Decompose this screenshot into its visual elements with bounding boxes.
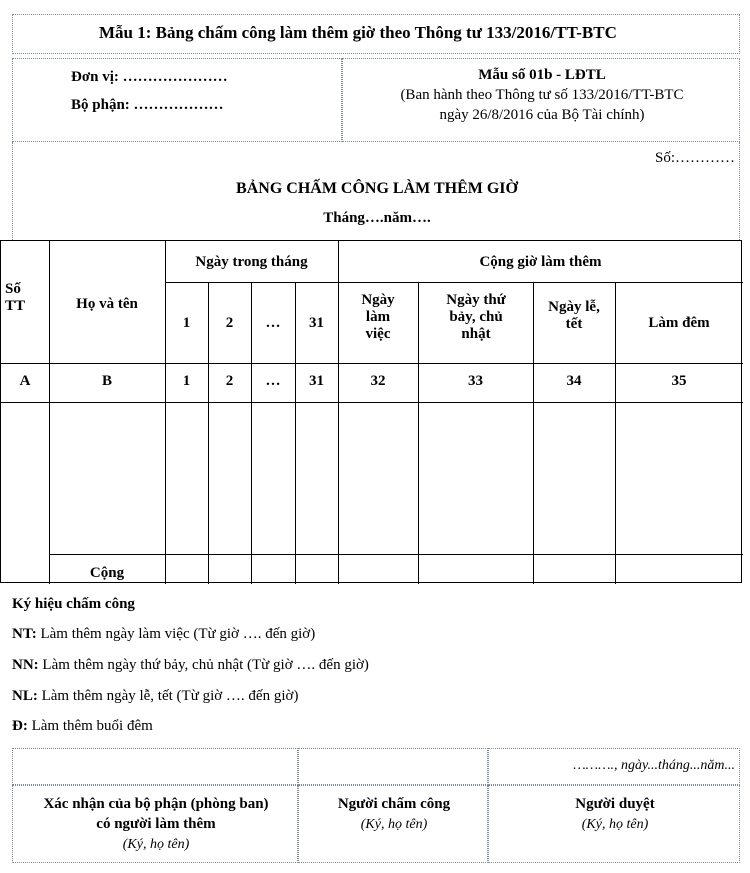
sheet-title: BẢNG CHẤM CÔNG LÀM THÊM GIỜ	[236, 180, 518, 197]
approver-note: (Ký, họ tên)	[581, 817, 649, 832]
issued-line-1: (Ban hành theo Thông tư số 133/2016/TT-BTC	[400, 87, 684, 103]
form-code: Mẫu số 01b - LĐTL	[478, 67, 606, 83]
sig-approver-cell	[488, 785, 740, 863]
confirm-note: (Ký, họ tên)	[122, 837, 190, 852]
code-cell: A	[19, 373, 31, 389]
code-cell: 34	[566, 373, 582, 389]
grid-line	[165, 241, 166, 584]
code-cell: B	[101, 373, 112, 389]
timekeeper-note: (Ký, họ tên)	[360, 817, 428, 832]
legend-item	[12, 718, 153, 735]
dept-label: Bộ phận: ………………	[71, 97, 224, 113]
total-col-header: Ngày làm việc	[361, 292, 395, 342]
grid-line	[49, 554, 743, 555]
approver-title: Người duyệt	[575, 796, 655, 812]
legend-code: NT:	[12, 626, 37, 642]
legend-heading: Ký hiệu chấm công	[12, 596, 135, 612]
grid-line	[338, 241, 339, 584]
sheet-heading-area	[12, 142, 740, 240]
code-cell: 2	[225, 373, 234, 389]
sig-date-cell-right	[488, 748, 740, 785]
grid-line	[1, 402, 743, 403]
legend-text: Làm thêm ngày làm việc (Từ giờ …. đến giờ)	[36, 626, 316, 642]
sum-label: Cộng	[89, 565, 125, 581]
day-col-header: 31	[309, 315, 324, 331]
sig-confirm-cell	[12, 785, 298, 863]
grid-line	[533, 282, 534, 584]
unit-label: Đơn vị: …………………	[71, 69, 228, 85]
date-line: ………., ngày...tháng...năm...	[573, 758, 735, 773]
legend-item	[12, 626, 315, 643]
code-cell: 35	[671, 373, 687, 389]
day-col-header: …	[265, 315, 281, 331]
grid-line	[1, 363, 743, 364]
group-days-header: Ngày trong tháng	[195, 254, 308, 270]
legend-text: Làm thêm buổi đêm	[27, 718, 153, 734]
sig-timekeeper-cell	[298, 785, 488, 863]
document-title: Mẫu 1: Bảng chấm công làm thêm giờ theo Thông tư 133/2016/TT-BTC	[99, 23, 617, 42]
group-total-header: Cộng giờ làm thêm	[479, 254, 602, 270]
total-col-header: Làm đêm	[648, 315, 710, 331]
legend-text: Làm thêm ngày thứ bảy, chủ nhật (Từ giờ …. đến giờ)	[38, 657, 369, 673]
total-col-header: Ngày lễ, tết	[548, 299, 600, 332]
issued-line-2: ngày 26/8/2016 của Bộ Tài chính)	[439, 107, 645, 123]
legend-code: Đ:	[12, 718, 28, 734]
grid-line	[49, 241, 50, 584]
sig-date-cell-mid	[298, 748, 488, 785]
grid-line	[418, 282, 419, 584]
header-left-box	[12, 58, 342, 142]
code-cell: 1	[182, 373, 191, 389]
total-col-header: Ngày thứ bảy, chủ nhật	[446, 292, 506, 342]
legend-code: NN:	[12, 657, 39, 673]
grid-line	[165, 282, 743, 283]
document-title-box	[12, 14, 740, 54]
legend-item	[12, 688, 298, 705]
col-name-header: Họ và tên	[76, 296, 138, 312]
legend-item	[12, 657, 369, 674]
code-cell: 31	[309, 373, 324, 389]
day-col-header: 1	[182, 315, 191, 331]
header-right-box	[342, 58, 740, 142]
code-cell: 32	[370, 373, 386, 389]
overtime-table	[0, 240, 742, 583]
confirm-title-1: Xác nhận của bộ phận (phòng ban)	[43, 796, 269, 812]
code-cell: …	[265, 373, 281, 389]
month-line: Tháng….năm….	[323, 210, 431, 226]
doc-number: Số:…………	[654, 150, 735, 166]
day-col-header: 2	[225, 315, 234, 331]
col-stt-header: Số TT	[5, 281, 26, 314]
code-cell: 33	[468, 373, 483, 389]
legend-code: NL:	[12, 688, 38, 704]
legend-text: Làm thêm ngày lễ, tết (Từ giờ …. đến giờ)	[37, 688, 299, 704]
timekeeper-title: Người chấm công	[337, 796, 451, 812]
confirm-title-2: có người làm thêm	[96, 816, 216, 832]
sig-date-cell-left	[12, 748, 298, 785]
